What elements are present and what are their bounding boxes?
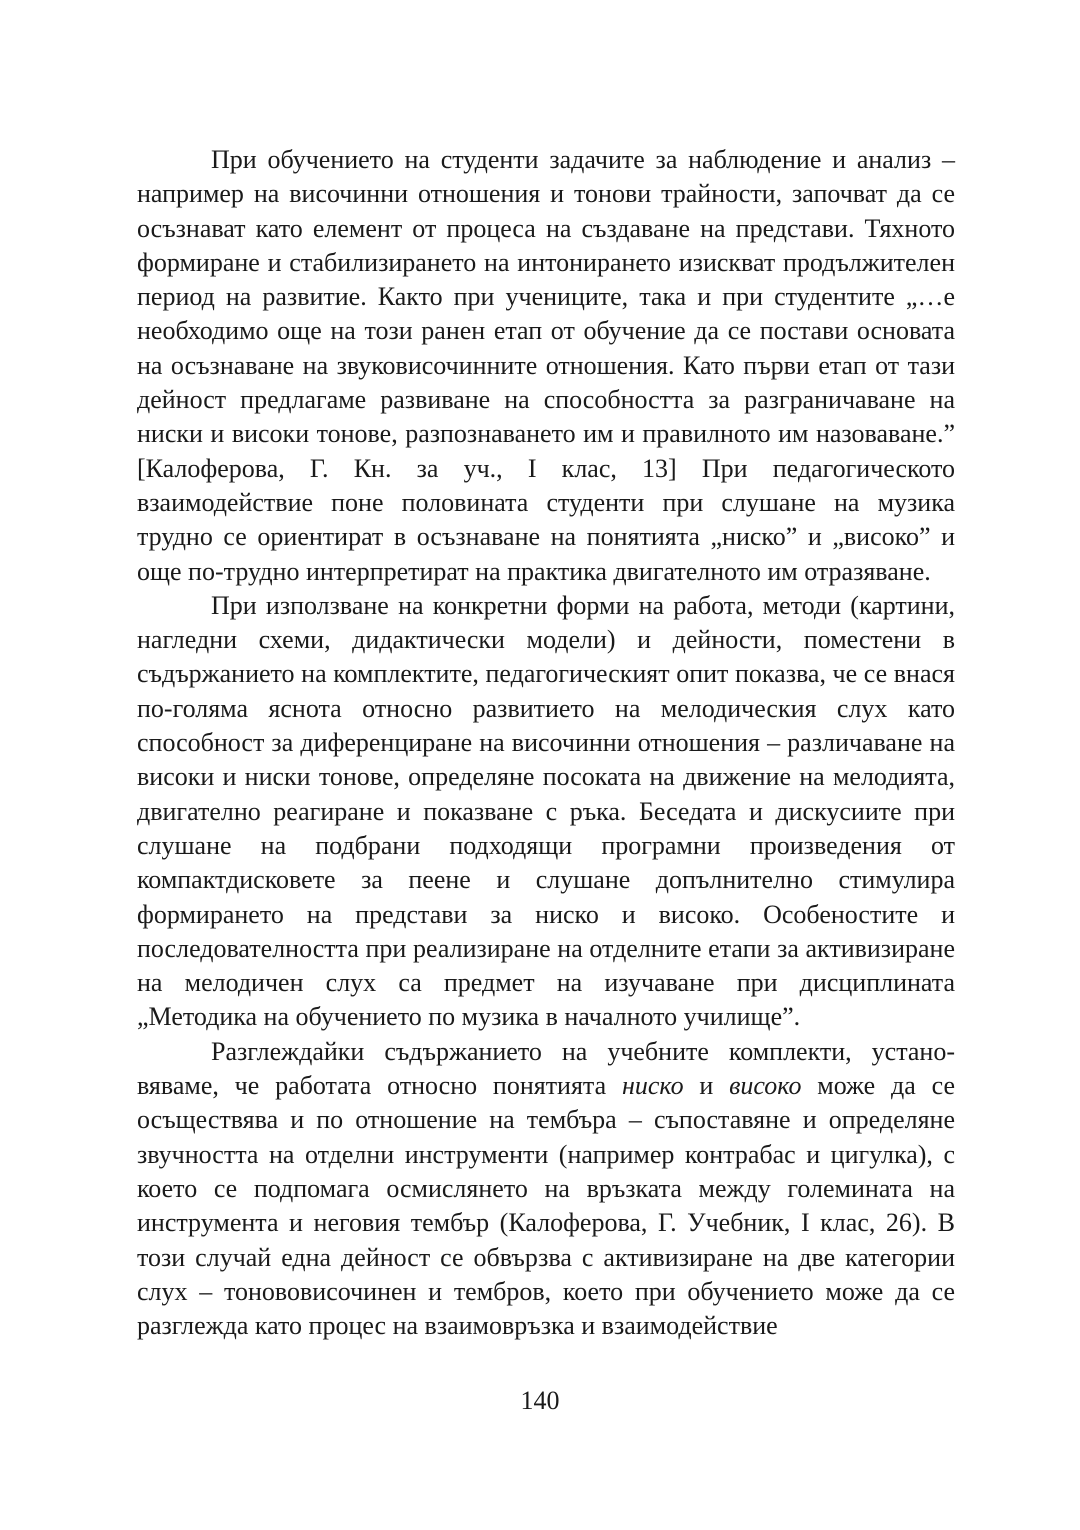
italic-term-high: високо: [729, 1071, 802, 1101]
paragraph-3-part-3: може да се осъществява и по отношение на тембъра – съпоставяне и определяне звучността на отделни инструменти (например контрабас и цигулка), с което се подпомага осмислянето на връзката между големината на инструмента и неговия тембър (Калоферова, Г. Учебник, I клас, 26). В този случай една дейност се обвързва с активизиране на две категории слух – тонововисочинен и тембров, което при обучението може да се разглежда като процес на взаимовръзка и взаимодействие: [137, 1071, 955, 1341]
paragraph-3-part-1: Разглеждайки съдържанието на учебните комплекти, установяваме, че работата относно понятията: [137, 1036, 955, 1101]
italic-term-low: ниско: [621, 1071, 684, 1101]
paragraph-3-part-2: и: [683, 1071, 730, 1101]
body-text: [137, 143, 955, 1343]
page-number: 140: [520, 1386, 560, 1415]
paragraph-2: При използване на конкретни форми на работа, методи (картини, нагледни схеми, дидактически модели) и дейности, поместени в съдържанието на комплектите, педагогическият опит показва, че се внася по-голяма яснота относно развитието на мелодическия слух като способност за диференциране на височинни отношения – различаване на високи и ниски тонове, определяне посоката на движение на мелодията, двигателно реагиране и показване с ръка. Беседата и дискусиите при слушане на подбрани подходящи програмни произведения от компактдисковете за пеене и слушане допълнително стимулира формирането на представи за ниско и високо. Особеностите и последователността при реализиране на отделните етапи за активизиране на мелодичен слух са предмет на изучаване при дисциплината „Методика на обучението по музика в началното училище”.: [137, 590, 955, 1032]
paragraph-1: При обучението на студенти задачите за наблюдение и анализ – например на височинни отношения и тонови трайности, започват да се осъзнават като елемент от процеса на създаване на представи. Тяхното формиране и стабилизирането на интонирането изискват продължителен период на развитие. Както при учениците, така и при студентите „…е необходимо още на този ранен етап от обучение да се постави основата на осъзнаване на звуковисочинните отношения. Като първи етап от тази дейност предлагаме развиване на способността за разграничаване на ниски и високи тонове, разпознаването им и правилното им назоваване.” [Калоферова, Г. Кн. за уч., I клас, 13] При педагогическото взаимодействие поне половината студенти при слушане на музика трудно се ориентират в осъзнаване на понятията „ниско” и „високо” и още по-трудно интерпретират на практика двигателното им отразяване.: [137, 145, 955, 586]
paragraph-3: [137, 1035, 955, 1344]
